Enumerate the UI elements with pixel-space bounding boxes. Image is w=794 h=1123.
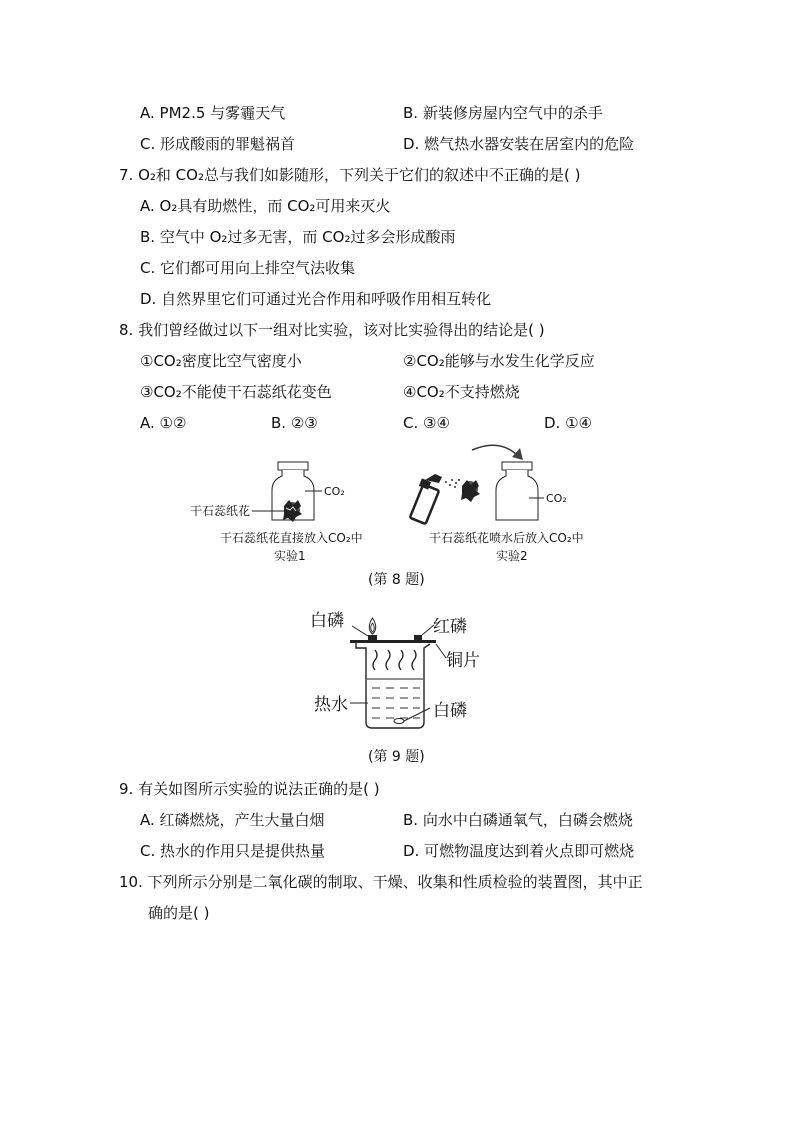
white-phosphorus-top-flame: [368, 618, 377, 640]
spray-bottle: [410, 474, 442, 524]
spray-mist: [445, 479, 460, 488]
label-hot-water: 热水: [314, 695, 348, 715]
exp2-gas-label: CO₂: [546, 492, 567, 505]
q6-option-c: C. 形成酸雨的罪魁祸首: [140, 135, 296, 153]
label-white-phosphorus-bottom: 白磷: [433, 701, 467, 721]
leader-copper: [436, 644, 446, 658]
q7-option-c: C. 它们都可用向上排空气法收集: [140, 259, 356, 277]
q10-stem-line-2: 确的是( ): [148, 904, 210, 922]
red-phosphorus: [414, 635, 422, 640]
label-white-phosphorus-top: 白磷: [310, 611, 344, 631]
exp2-caption: 干石蕊纸花喷水后放入CO₂中: [429, 531, 584, 545]
exp1-caption: 干石蕊纸花直接放入CO₂中: [220, 531, 363, 545]
q7-option-b: B. 空气中 O₂过多无害，而 CO₂过多会形成酸雨: [140, 228, 456, 246]
exp2-gas-jar: [496, 462, 538, 520]
exp1-paper-label: 干石蕊纸花: [190, 504, 251, 518]
white-phosphorus-underwater: [394, 719, 404, 724]
q8-statement-3: ③CO₂不能使干石蕊纸花变色: [140, 383, 332, 401]
q7-stem: 7. O₂和 CO₂总与我们如影随形，下列关于它们的叙述中不正确的是( ): [119, 166, 581, 184]
q6-option-b: B. 新装修房屋内空气中的杀手: [403, 104, 603, 122]
q8-option-a: A. ①②: [140, 414, 187, 432]
exp2-paper-flower: [461, 480, 480, 502]
q8-statement-4: ④CO₂不支持燃烧: [403, 383, 520, 401]
q7-option-d: D. 自然界里它们可通过光合作用和呼吸作用相互转化: [140, 290, 492, 308]
transfer-arrow: [472, 445, 518, 456]
copper-sheet: [350, 640, 436, 643]
q6-option-a: A. PM2.5 与雾霾天气: [140, 104, 286, 122]
hot-water: [367, 679, 423, 718]
q9-option-b: B. 向水中白磷通氧气，白磷会燃烧: [403, 811, 633, 829]
q9-option-d: D. 可燃物温度达到着火点即可燃烧: [403, 842, 635, 860]
q9-option-c: C. 热水的作用只是提供热量: [140, 842, 326, 860]
transfer-arrowhead: [512, 448, 523, 460]
beaker: [356, 642, 430, 728]
q9-option-a: A. 红磷燃烧，产生大量白烟: [140, 811, 325, 829]
figure-9-diagram: [300, 604, 500, 734]
figure-9-caption: (第 9 题): [368, 749, 425, 765]
exp1-name: 实验1: [274, 549, 306, 563]
q8-option-d: D. ①④: [544, 414, 592, 432]
exp2-name: 实验2: [496, 549, 528, 563]
q8-stem: 8. 我们曾经做过以下一组对比实验，该对比实验得出的结论是( ): [119, 321, 545, 339]
label-copper-sheet: 铜片: [446, 651, 480, 671]
q8-statement-1: ①CO₂密度比空气密度小: [140, 352, 302, 370]
q6-option-d: D. 燃气热水器安装在居室内的危险: [403, 135, 635, 153]
steam-lines: [373, 650, 416, 670]
q8-option-b: B. ②③: [271, 414, 318, 432]
q10-stem-line-1: 10. 下列所示分别是二氧化碳的制取、干燥、收集和性质检验的装置图，其中正: [119, 873, 643, 891]
label-red-phosphorus: 红磷: [433, 617, 467, 637]
figure-8-diagram: [180, 440, 620, 568]
figure-8-caption: (第 8 题): [368, 572, 425, 588]
q8-option-c: C. ③④: [403, 414, 450, 432]
q8-statement-2: ②CO₂能够与水发生化学反应: [403, 352, 595, 370]
q7-option-a: A. O₂具有助燃性，而 CO₂可用来灭火: [140, 197, 391, 215]
leader-white-p-bottom: [404, 708, 430, 721]
leader-white-p-top: [352, 626, 368, 636]
exp1-gas-label: CO₂: [324, 485, 345, 498]
q9-stem: 9. 有关如图所示实验的说法正确的是( ): [119, 780, 380, 798]
